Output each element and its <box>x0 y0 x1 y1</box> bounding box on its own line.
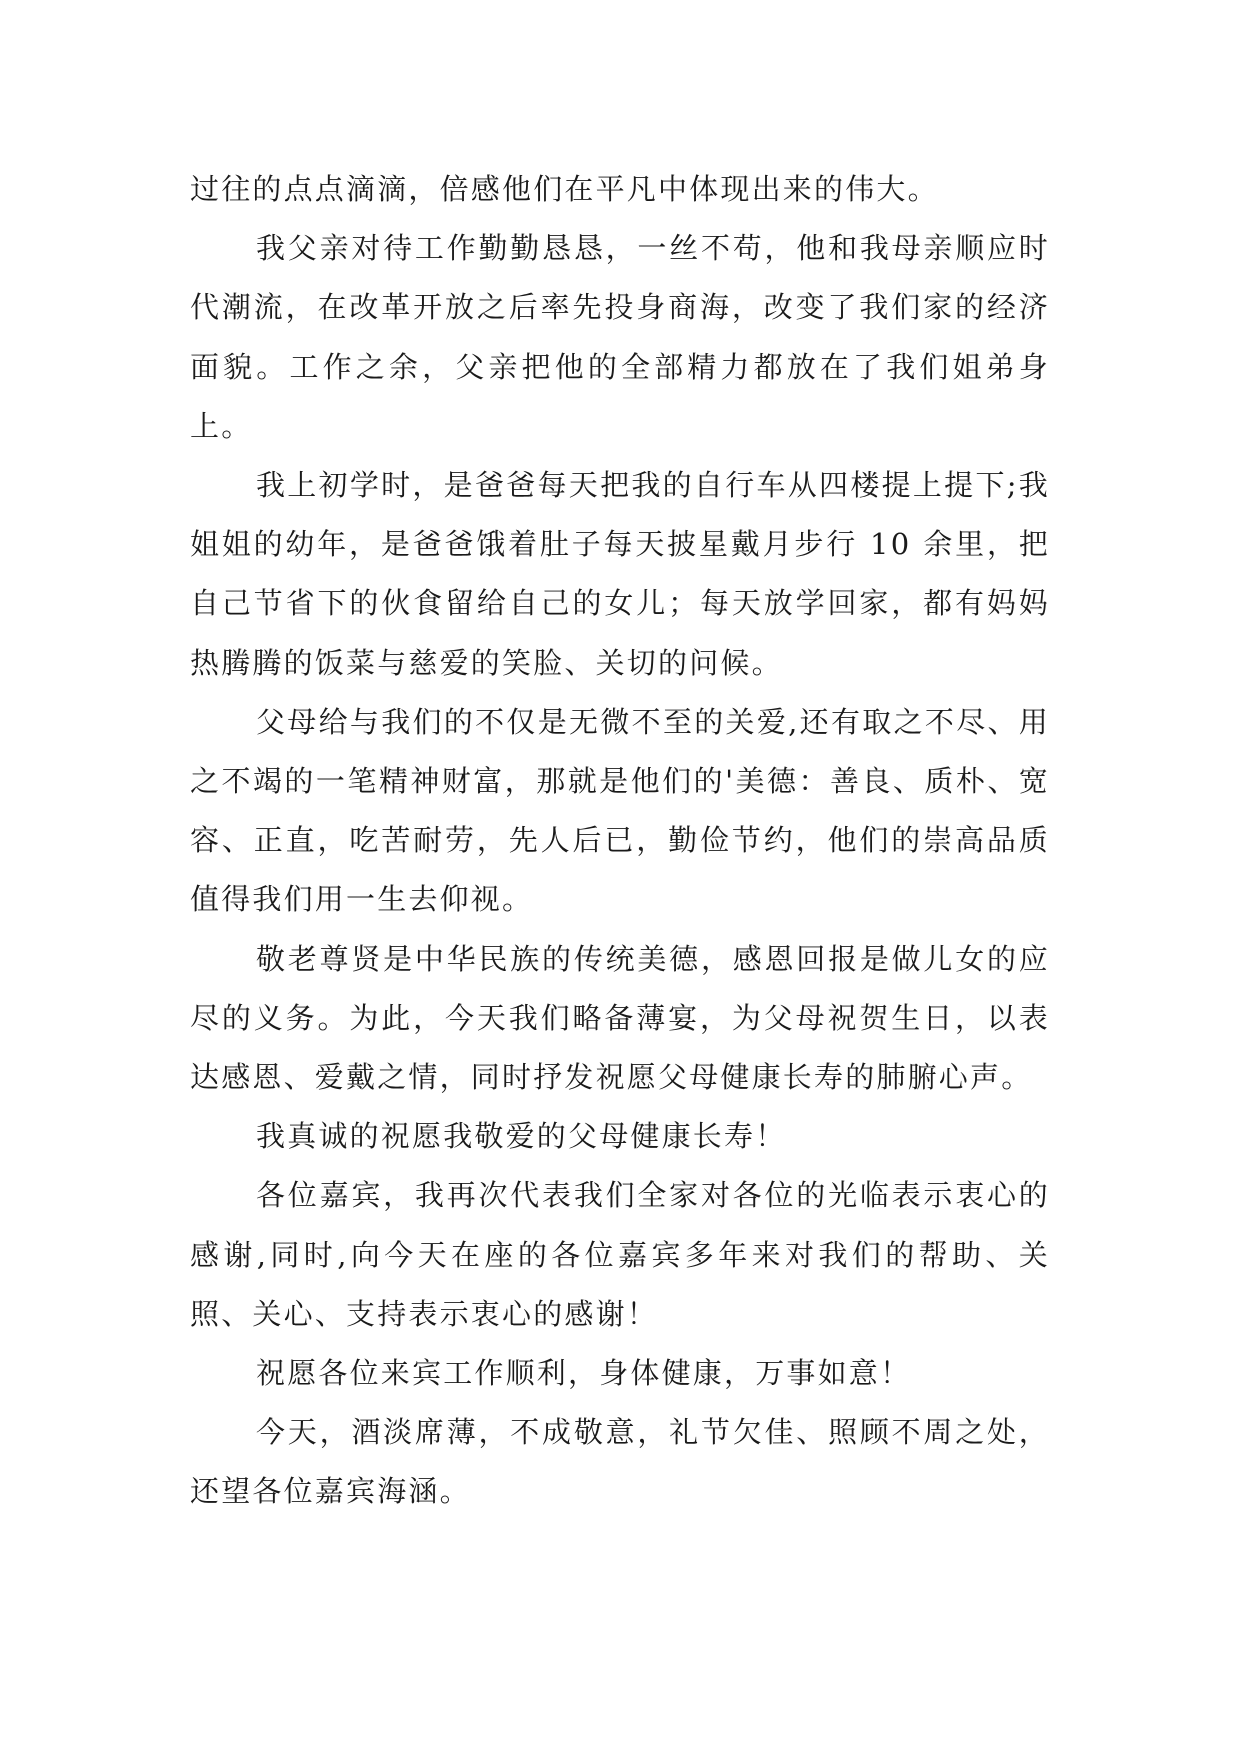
paragraph-filial-piety: 敬老尊贤是中华民族的传统美德，感恩回报是做儿女的应尽的义务。为此，今天我们略备薄宴，为父母祝贺生日，以表达感恩、爱戴之情，同时抒发祝愿父母健康长寿的肺腑心声。 <box>190 941 1050 1095</box>
paragraph-wish-guests: 祝愿各位来宾工作顺利，身体健康，万事如意！ <box>256 1356 912 1391</box>
paragraph-thanks-guests: 各位嘉宾，我再次代表我们全家对各位的光临表示衷心的感谢,同时,向今天在座的各位嘉宾多年来对我们的帮助、关照、关心、支持表示衷心的感谢！ <box>190 1178 1050 1331</box>
paragraph-closing: 今天，酒淡席薄，不成敬意，礼节欠佳、照顾不周之处，还望各位嘉宾海涵。 <box>190 1415 1050 1509</box>
paragraph-virtues: 父母给与我们的不仅是无微不至的关爱,还有取之不尽、用之不竭的一笔精神财富，那就是他们的'美德：善良、质朴、宽容、正直，吃苦耐劳，先人后已，勤俭节约，他们的崇高品质值得我们用一生去仰视。 <box>190 704 1050 917</box>
paragraph-continuation: 过往的点点滴滴，倍感他们在平凡中体现出来的伟大。 <box>190 172 939 206</box>
document-body <box>190 160 1050 1522</box>
paragraph-father-work: 我父亲对待工作勤勤恳恳，一丝不苟，他和我母亲顺应时代潮流，在改革开放之后率先投身商海，改变了我们家的经济面貌。工作之余，父亲把他的全部精力都放在了我们姐弟身上。 <box>190 231 1050 443</box>
paragraph-wish-parents: 我真诚的祝愿我敬爱的父母健康长寿！ <box>256 1119 787 1154</box>
paragraph-childhood: 我上初学时，是爸爸每天把我的自行车从四楼提上提下;我姐姐的幼年，是爸爸饿着肚子每天披星戴月步行 10 余里，把自己节省下的伙食留给自己的女儿；每天放学回家，都有妈妈热腾腾的饭菜与慈爱的笑脸、关切的问候。 <box>190 468 1050 680</box>
